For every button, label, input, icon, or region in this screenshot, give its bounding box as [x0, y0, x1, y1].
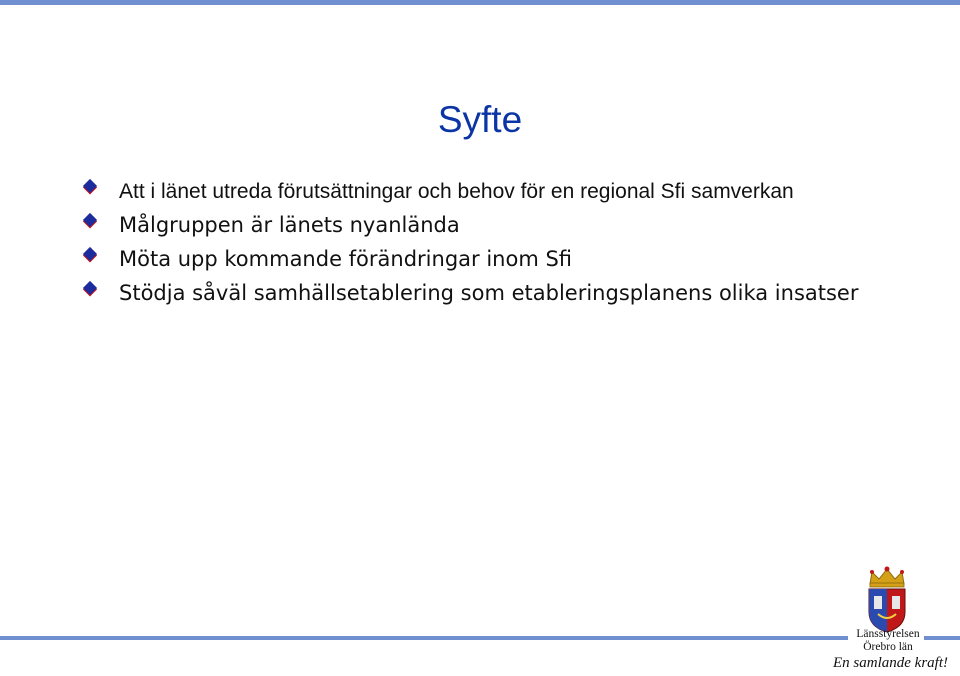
org-name-line2: Örebro län [863, 641, 913, 653]
bullet-list [82, 176, 882, 312]
diamond-bullet-icon [83, 179, 97, 193]
coat-of-arms-icon [860, 564, 914, 634]
bullet-text: Möta upp kommande förändringar inom Sfi [119, 247, 573, 271]
diamond-bullet-icon [83, 281, 97, 295]
slide-title: Syfte [437, 99, 523, 140]
bullet-text: Målgruppen är länets nyanlända [119, 213, 460, 237]
bullet-text: Stödja såväl samhällsetablering som etableringsplanens olika insatser [119, 281, 859, 305]
bottom-rule [0, 636, 848, 640]
org-name [846, 628, 930, 654]
list-item [82, 176, 882, 207]
org-name-line1: Länsstyrelsen [856, 628, 920, 640]
diamond-bullet-icon [83, 247, 97, 261]
list-item [82, 210, 882, 241]
slogan: En samlande kraft! [833, 655, 948, 671]
list-item [82, 244, 882, 275]
diamond-bullet-icon [83, 213, 97, 227]
list-item [82, 278, 882, 309]
bullet-text: Att i länet utreda förutsättningar och behov för en regional Sfi samverkan [119, 180, 794, 203]
top-rule [0, 0, 960, 5]
